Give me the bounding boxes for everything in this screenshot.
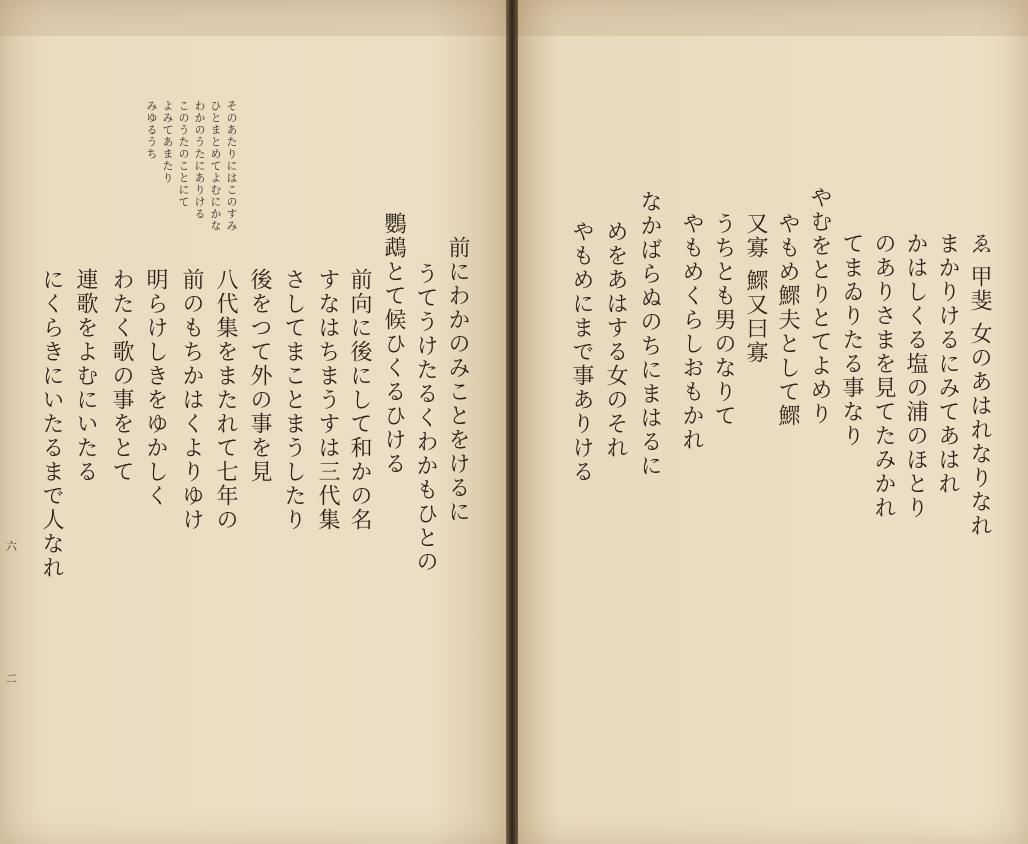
right-text-column-6: やむをとりとてよめり [807,186,832,426]
left-text-column-3: 鸚鵡とて候ひくるひける [381,212,406,476]
right-page-top-edge [518,0,1028,36]
left-text-column-1: 前にわかのみことをけるに [445,236,470,524]
book-gutter [506,0,518,844]
left-page [0,0,506,844]
left-text-column-13: にくらきにいたるまで人なれ [39,268,64,580]
note-column-4: このうたのことにて [177,100,190,208]
folio-lower: 二 [6,672,17,685]
left-text-column-12: 連歌をよむにいたる [73,268,98,484]
right-text-column-2: まかりけるにみてあはれ [935,232,960,496]
right-text-column-1: ゑ 甲斐 女のあはれなりなれ [967,232,992,538]
left-text-column-9: 前のもちかはくよりゆけ [179,268,204,532]
right-text-column-7: やもめ鰥夫として鰥 [775,212,800,428]
left-text-column-10: 明らけしきをゆかしく [143,268,168,508]
right-text-column-5: てまゐりたる事なり [839,232,864,448]
right-text-column-8: 又寡 鰥又曰寡 [743,212,768,365]
right-text-column-12: めをあはする女のそれ [603,220,628,460]
left-text-column-6: さしてまことまうしたり [281,268,306,532]
left-text-column-11: わたく歌の事をとて [109,268,134,484]
left-page-top-edge [0,0,506,36]
note-column-6: みゆるうち [145,100,158,160]
right-text-column-4: のありさまを見てたみかれ [871,232,896,520]
note-column-2: ひとまとめてよむにかな [209,100,222,232]
right-text-column-3: かはしくる塩の浦のほとり [903,232,928,520]
note-column-5: よみてあまたり [161,100,174,184]
left-text-column-2: うてうけたるくわかもひとの [413,262,438,574]
right-text-column-9: うちとも男のなりて [711,212,736,428]
folio-upper: 六 [6,540,17,553]
right-text-column-11: なかばらぬのちにまはるに [637,190,662,478]
left-text-column-7: 後をつて外の事を見 [247,268,272,484]
note-column-3: わかのうたにありける [193,100,206,220]
right-text-column-10: やもめくらしおもかれ [679,212,704,452]
right-page [518,0,1028,844]
left-text-column-5: すなはちまうすは三代集 [315,268,340,532]
note-column-1: そのあたりにはこのすみ [225,100,238,232]
left-text-column-8: 八代集をまたれて七年の [213,268,238,532]
left-text-column-4: 前向に後にして和かの名 [347,268,372,532]
right-text-column-13: やもめにまで事ありける [569,220,594,484]
